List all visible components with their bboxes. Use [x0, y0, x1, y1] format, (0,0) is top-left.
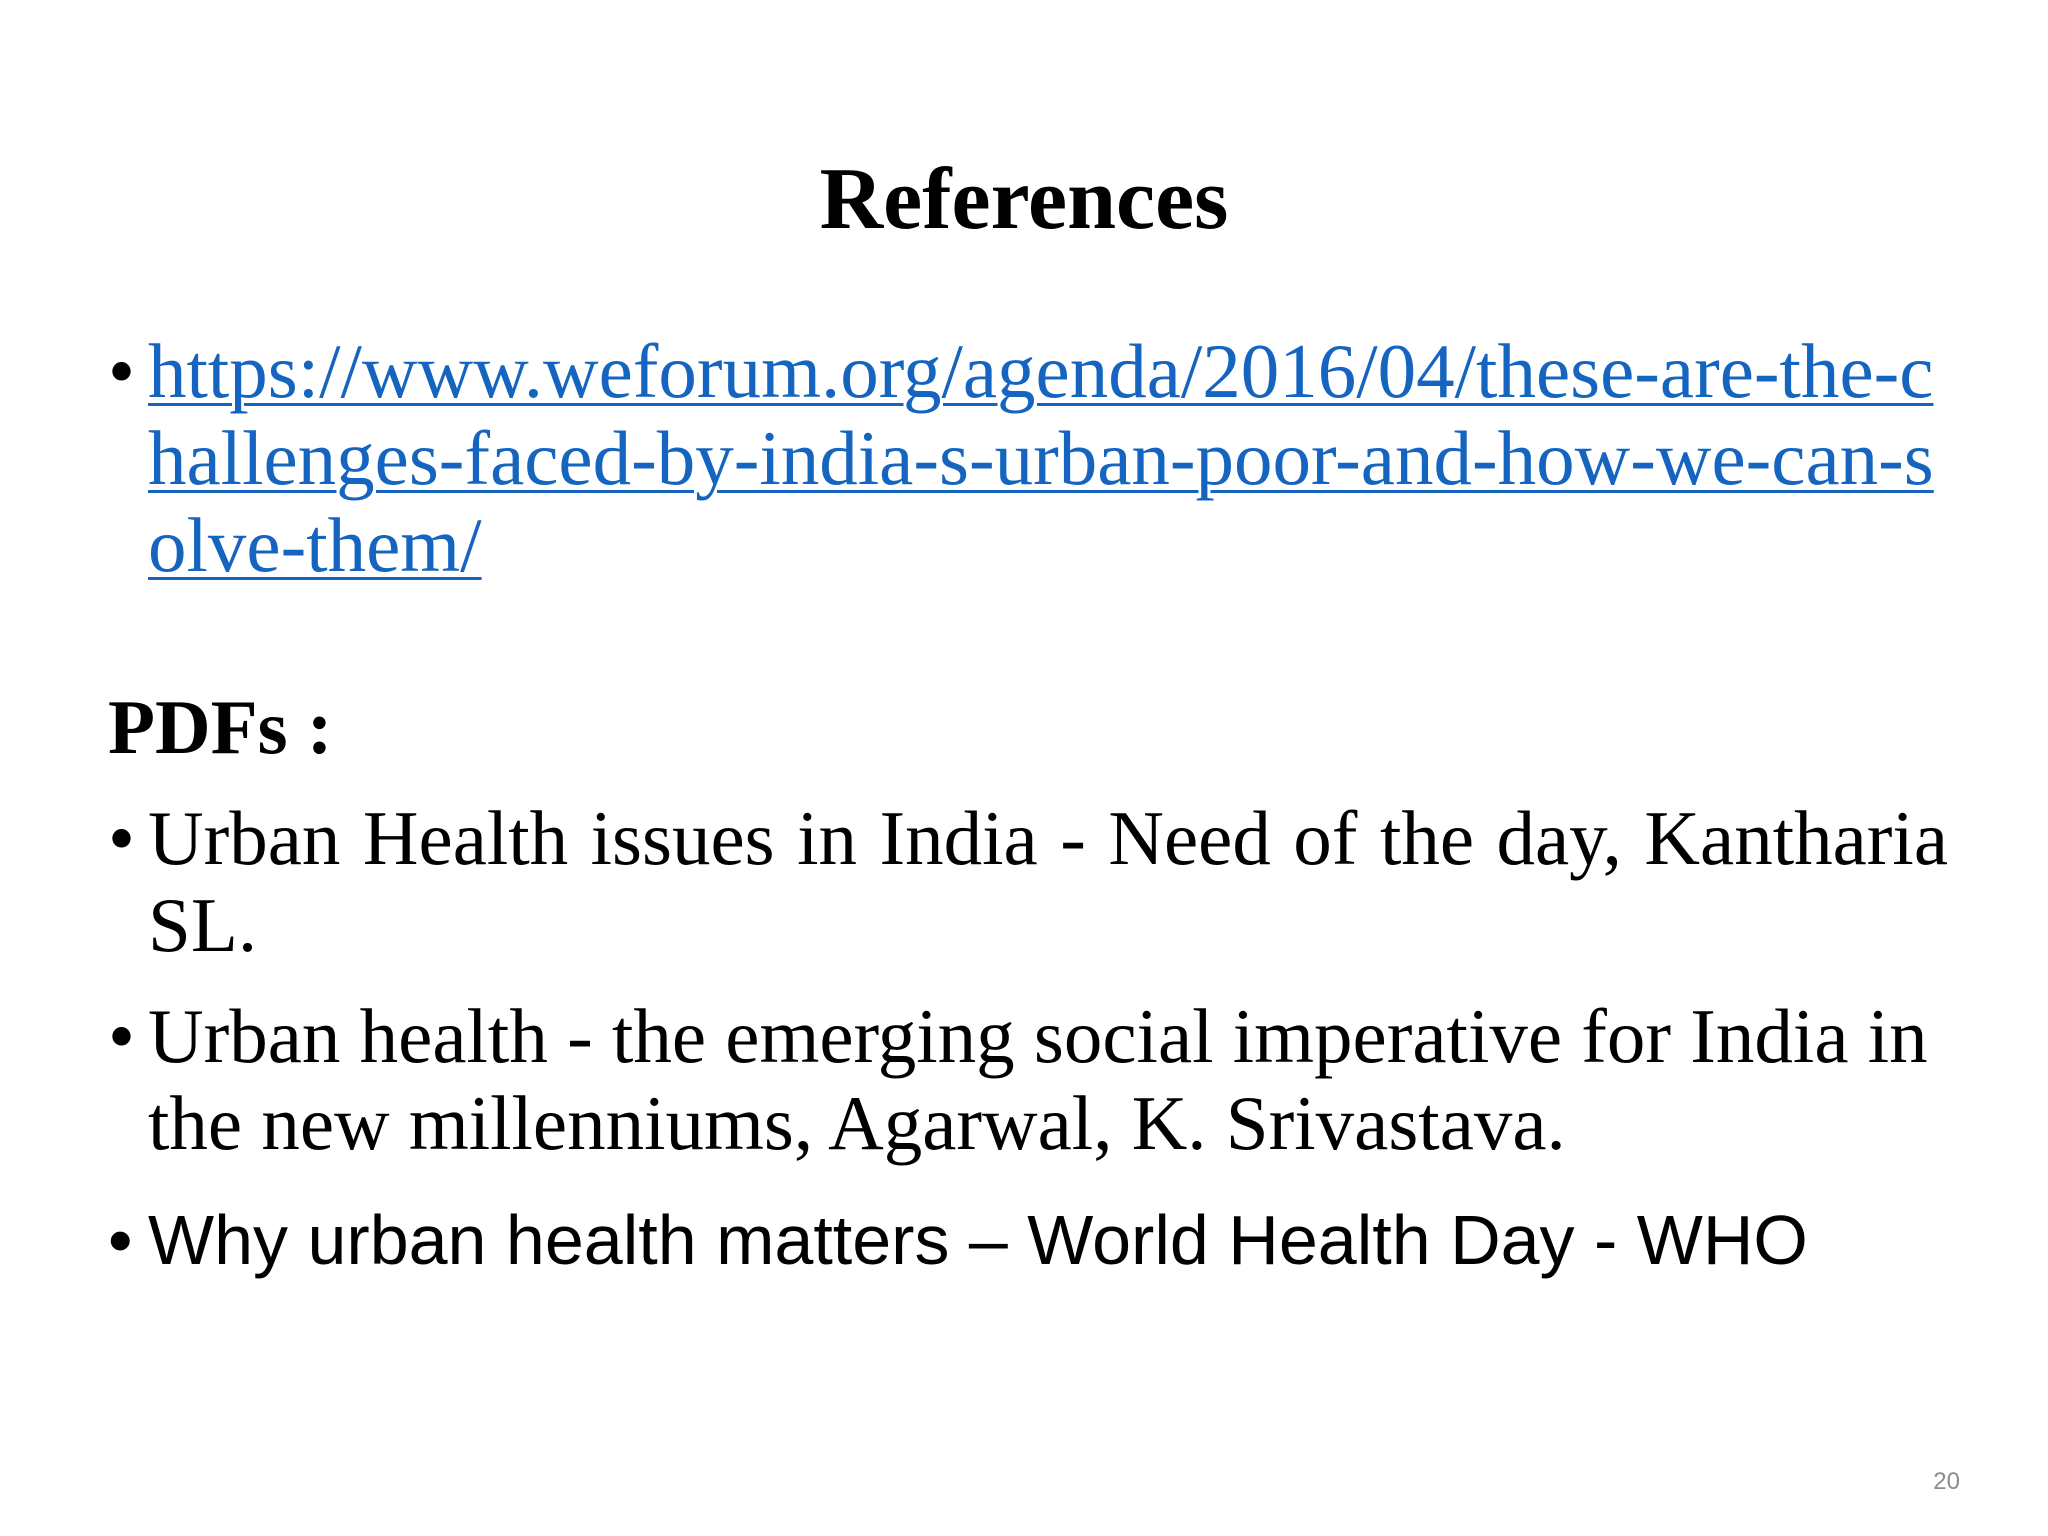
bullet-icon: •: [108, 795, 135, 881]
pdf-item-text: Why urban health matters – World Health Day - WHO: [148, 1201, 1808, 1279]
slide-content: [108, 320, 1948, 1284]
reference-link[interactable]: https://www.weforum.org/agenda/2016/04/these-are-the-challenges-faced-by-india-s-urban-poor-and-how-we-can-solve-them/: [148, 328, 1934, 588]
pdf-item: [108, 993, 1948, 1167]
page-number: 20: [1933, 1468, 1960, 1495]
pdf-item: [108, 795, 1948, 969]
bullet-icon: •: [108, 1201, 133, 1279]
pdf-item-text: Urban health - the emerging social imperative for India in the new millenniums, Agarwal, K. Srivastava.: [148, 993, 1928, 1166]
pdf-item-text: Urban Health issues in India - Need of the day, Kantharia SL.: [148, 795, 1948, 968]
pdfs-heading: PDFs :: [108, 684, 333, 770]
reference-link-item: [108, 328, 1948, 589]
bullet-icon: •: [108, 993, 135, 1079]
bullet-icon: •: [108, 328, 135, 414]
pdf-item: [108, 1197, 1948, 1284]
slide-title: References: [819, 151, 1229, 248]
